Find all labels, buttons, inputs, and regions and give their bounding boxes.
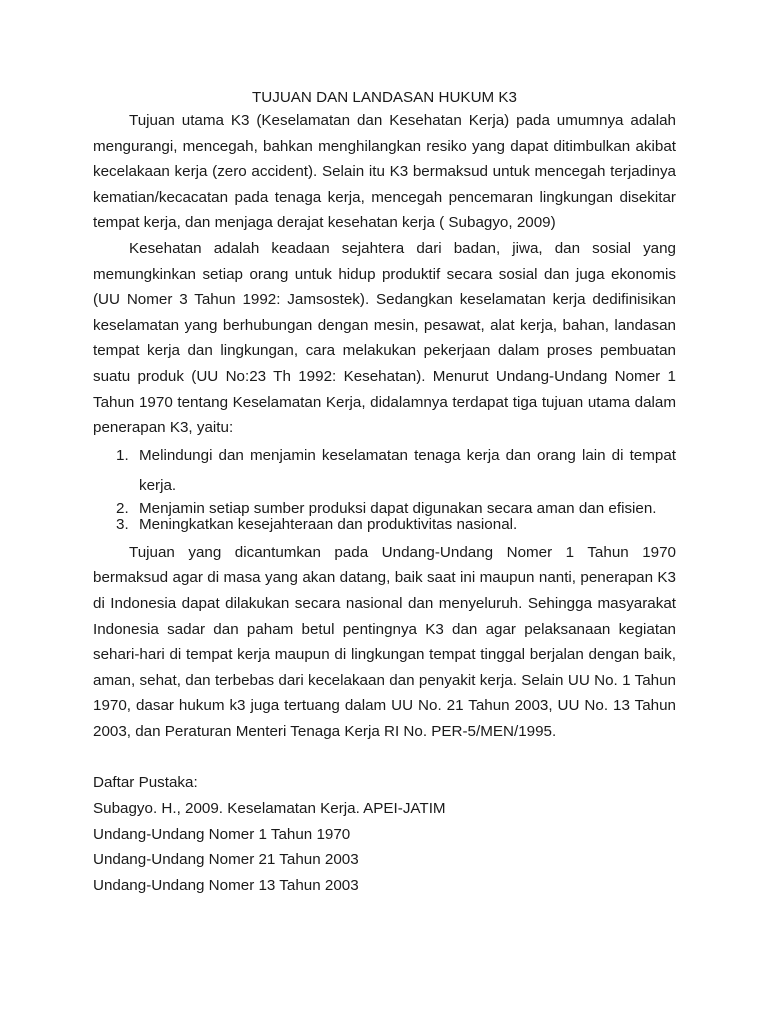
list-number: 3. (116, 516, 129, 534)
paragraph-tujuan-dicantumkan: Tujuan yang dicantumkan pada Undang-Undang Nomer 1 Tahun 1970 bermaksud agar di masa yang akan datang, baik saat ini maupun nanti, penerapan K3 di Indonesia dapat dilakukan secara nasional dan menyeluruh. Sehingga masyarakat Indonesia sadar dan paham betul pentingnya K3 dan agar pelaksanaan kegiatan sehari-hari di tempat kerja maupun di lingkungan tempat tinggal berjalan dengan baik, aman, sehat, dan terbebas dari kecelakaan dan penyakit kerja. Selain UU No. 1 Tahun 1970, dasar hukum k3 juga tertuang dalam UU No. 21 Tahun 2003, UU No. 13 Tahun 2003, dan Peraturan Menteri Tenaga Kerja RI No. PER-5/MEN/1995. (93, 543, 676, 740)
list-text: Menjamin setiap sumber produksi dapat digunakan secara aman dan efisien. (139, 499, 657, 517)
reference-item: Undang-Undang Nomer 21 Tahun 2003 (93, 851, 359, 869)
section-spacer (93, 744, 676, 770)
list-item (93, 441, 676, 501)
reference-item: Subagyo. H., 2009. Keselamatan Kerja. APEI-JATIM (93, 800, 446, 818)
list-number: 2. (116, 499, 129, 517)
tujuan-list (93, 441, 676, 534)
list-text: Meningkatkan kesejahteraan dan produktivitas nasional. (139, 516, 518, 534)
list-number: 1. (116, 446, 129, 464)
document-title: TUJUAN DAN LANDASAN HUKUM K3 (252, 89, 517, 106)
paragraph-kesehatan: Kesehatan adalah keadaan sejahtera dari badan, jiwa, dan sosial yang memungkinkan setiap orang untuk hidup produktif secara sosial dan juga ekonomis (UU Nomer 3 Tahun 1992: Jamsostek). Sedangkan keselamatan kerja dedifinisikan keselamatan yang berhubungan dengan mesin, pesawat, alat kerja, bahan, landasan tempat kerja dan lingkungan, cara melakukan pekerjaan dalam proses pembuatan suatu produk (UU No:23 Th 1992: Kesehatan). Menurut Undang-Undang Nomer 1 Tahun 1970 tentang Keselamatan Kerja, didalamnya terdapat tiga tujuan utama dalam penerapan K3, yaitu: (93, 239, 676, 437)
reference-item: Undang-Undang Nomer 13 Tahun 2003 (93, 876, 359, 894)
references-heading: Daftar Pustaka: (93, 774, 198, 792)
list-item (93, 501, 676, 518)
list-text: Melindungi dan menjamin keselamatan tenaga kerja dan orang lain di tempat kerja. (139, 446, 676, 494)
document-page (93, 88, 676, 898)
paragraph-tujuan-utama: Tujuan utama K3 (Keselamatan dan Kesehatan Kerja) pada umumnya adalah mengurangi, mencegah, bahkan menghilangkan resiko yang dapat ditimbulkan akibat kecelakaan kerja (zero accident). Selain itu K3 bermaksud untuk mencegah terjadinya kematian/kecacatan pada tenaga kerja, mencegah pencemaran lingkungan disekitar tempat kerja, dan menjaga derajat kesehatan kerja ( Subagyo, 2009) (93, 112, 676, 232)
reference-item: Undang-Undang Nomer 1 Tahun 1970 (93, 825, 351, 843)
list-item (93, 517, 676, 534)
